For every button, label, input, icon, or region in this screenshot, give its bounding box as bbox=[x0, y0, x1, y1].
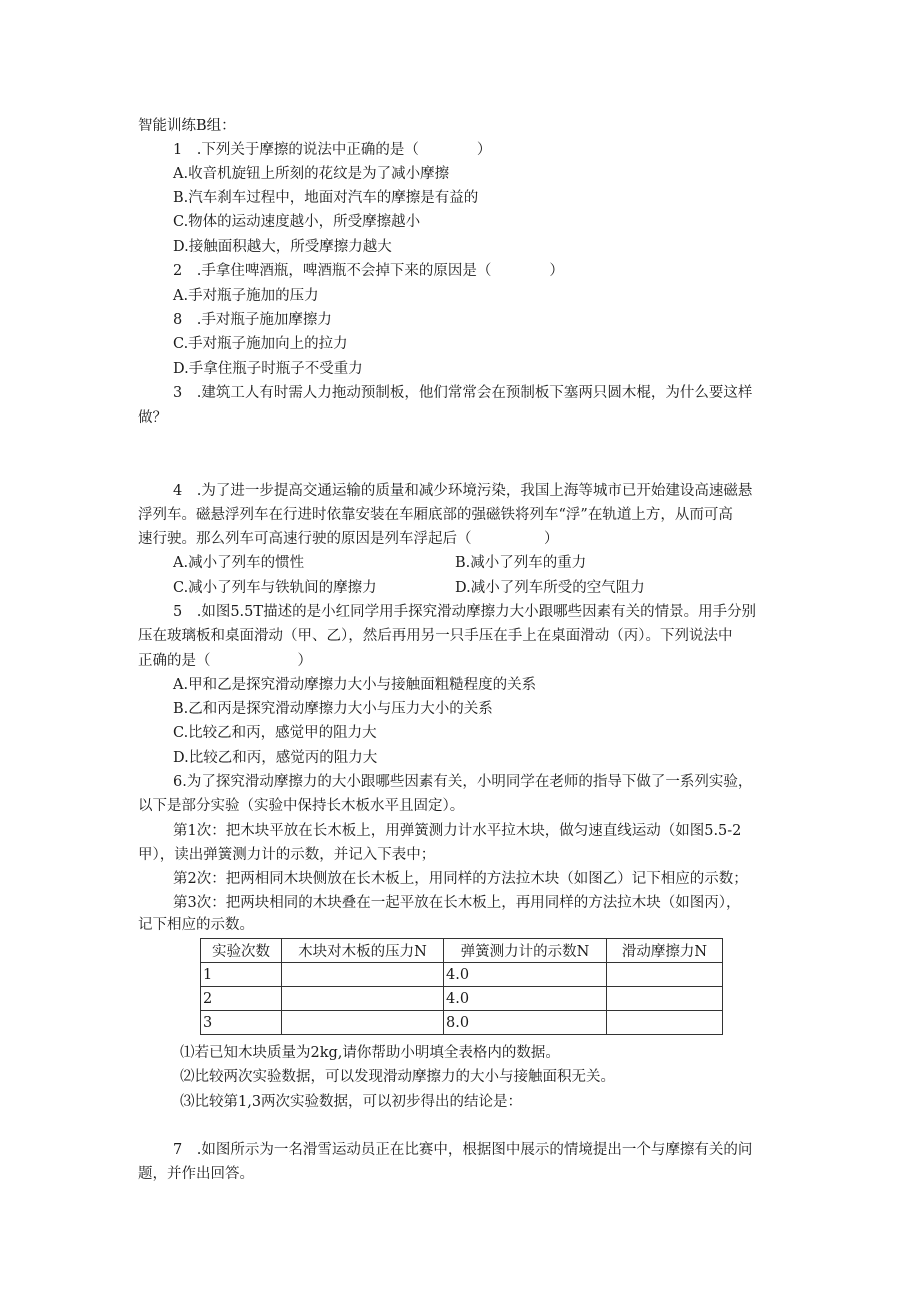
table-cell: 4.0 bbox=[444, 987, 607, 1011]
q6-step2: 第2次：把两相同木块侧放在长木板上，用同样的方法拉木块（如图乙）记下相应的示数； bbox=[173, 871, 748, 887]
q6-line1: 6.为了探究滑动摩擦力的大小跟哪些因素有关，小明同学在老师的指导下做了一系列实验， bbox=[173, 774, 753, 790]
table-row bbox=[201, 987, 723, 1011]
table-header-cell: 实验次数 bbox=[201, 939, 282, 963]
q5-option-b: B.乙和丙是探究滑动摩擦力大小与压力大小的关系 bbox=[173, 701, 493, 717]
table-cell bbox=[607, 1011, 723, 1035]
q2-stem: 2 .手拿住啤酒瓶，啤酒瓶不会掉下来的原因是（ ） bbox=[173, 263, 564, 279]
table-row bbox=[201, 1011, 723, 1035]
q4-line1: 4 .为了进一步提高交通运输的质量和减少环境污染，我国上海等城市已开始建设高速磁悬 bbox=[173, 483, 753, 499]
q1-option-b: B.汽车刹车过程中，地面对汽车的摩擦是有益的 bbox=[173, 190, 479, 206]
q3-line1: 3 .建筑工人有时需人力拖动预制板，他们常常会在预制板下塞两只圆木棍，为什么要这样 bbox=[173, 385, 753, 401]
table-cell bbox=[282, 963, 444, 987]
q6-step3-a: 第3次：把两块相同的木块叠在一起平放在长木板上，再用同样的方法拉木块（如图丙）， bbox=[173, 895, 741, 911]
table-cell bbox=[607, 963, 723, 987]
table-cell: 8.0 bbox=[444, 1011, 607, 1035]
table-cell: 2 bbox=[201, 987, 282, 1011]
q6-sub2: ⑵比较两次实验数据，可以发现滑动摩擦力的大小与接触面积无关。 bbox=[180, 1069, 615, 1085]
table-cell: 4.0 bbox=[444, 963, 607, 987]
table-header-cell: 弹簧测力计的示数N bbox=[444, 939, 607, 963]
q6-sub3: ⑶比较第1,3两次实验数据，可以初步得出的结论是： bbox=[180, 1094, 523, 1110]
q5-option-d: D.比较乙和丙，感觉丙的阻力大 bbox=[173, 750, 378, 766]
table-cell: 1 bbox=[201, 963, 282, 987]
q4-option-a: A.减小了列车的惯性 bbox=[173, 555, 305, 571]
q7-line1: 7 .如图所示为一名滑雪运动员正在比赛中，根据图中展示的情境提出一个与摩擦有关的问 bbox=[173, 1142, 753, 1158]
table-cell bbox=[282, 987, 444, 1011]
q6-step3-b: 记下相应的示数。 bbox=[138, 917, 254, 933]
q2-option-a: A.手对瓶子施加的压力 bbox=[173, 288, 319, 304]
q3-line2: 做？ bbox=[138, 410, 167, 426]
table-cell bbox=[282, 1011, 444, 1035]
q5-line1: 5 .如图5.5T描述的是小红同学用手探究滑动摩擦力大小跟哪些因素有关的情景。用手分别 bbox=[173, 604, 757, 620]
q5-option-a: A.甲和乙是探究滑动摩擦力大小与接触面粗糙程度的关系 bbox=[173, 677, 537, 693]
experiment-table bbox=[200, 938, 723, 1035]
table-cell bbox=[607, 987, 723, 1011]
section-title: 智能训练B组： bbox=[138, 118, 236, 134]
q2-option-b: 8 .手对瓶子施加摩擦力 bbox=[173, 312, 332, 328]
q1-stem: 1 .下列关于摩擦的说法中正确的是（ ） bbox=[173, 142, 492, 158]
q1-option-d: D.接触面积越大，所受摩擦力越大 bbox=[173, 239, 392, 255]
q5-line3: 正确的是（ ） bbox=[138, 653, 312, 669]
table-row bbox=[201, 963, 723, 987]
table-header-cell: 滑动摩擦力N bbox=[607, 939, 723, 963]
q6-sub1: ⑴若已知木块质量为2kg,请你帮助小明填全表格内的数据。 bbox=[180, 1045, 560, 1061]
q4-option-b: B.减小了列车的重力 bbox=[455, 555, 587, 571]
q6-step1-a: 第1次：把木块平放在长木板上，用弹簧测力计水平拉木块，做匀速直线运动（如图5.5-2 bbox=[173, 823, 742, 839]
table-cell: 3 bbox=[201, 1011, 282, 1035]
q6-step1-b: 甲），读出弹簧测力计的示数，并记入下表中； bbox=[138, 847, 436, 863]
q7-line2: 题，并作出回答。 bbox=[138, 1166, 254, 1182]
q6-line2: 以下是部分实验（实验中保持长木板水平且固定）。 bbox=[138, 798, 465, 814]
q4-option-c: C.减小了列车与铁轨间的摩擦力 bbox=[173, 580, 377, 596]
q1-option-a: A.收音机旋钮上所刻的花纹是为了减小摩擦 bbox=[173, 166, 450, 182]
q4-line3: 速行驶。那么列车可高速行驶的原因是列车浮起后（ ） bbox=[138, 531, 559, 547]
q4-option-d: D.减小了列车所受的空气阻力 bbox=[455, 580, 645, 596]
q4-line2: 浮列车。磁悬浮列车在行进时依靠安装在车厢底部的强磁铁将列车“浮”在轨道上方，从而可高 bbox=[138, 507, 733, 523]
q5-line2: 压在玻璃板和桌面滑动（甲、乙），然后再用另一只手压在手上在桌面滑动（丙）。下列说法中 bbox=[138, 628, 733, 644]
q2-option-d: D.手拿住瓶子时瓶子不受重力 bbox=[173, 361, 363, 377]
table-header-cell: 木块对木板的压力N bbox=[282, 939, 444, 963]
q5-option-c: C.比较乙和丙，感觉甲的阻力大 bbox=[173, 725, 377, 741]
table-header-row bbox=[201, 939, 723, 963]
q2-option-c: C.手对瓶子施加向上的拉力 bbox=[173, 336, 348, 352]
q1-option-c: C.物体的运动速度越小，所受摩擦越小 bbox=[173, 214, 421, 230]
